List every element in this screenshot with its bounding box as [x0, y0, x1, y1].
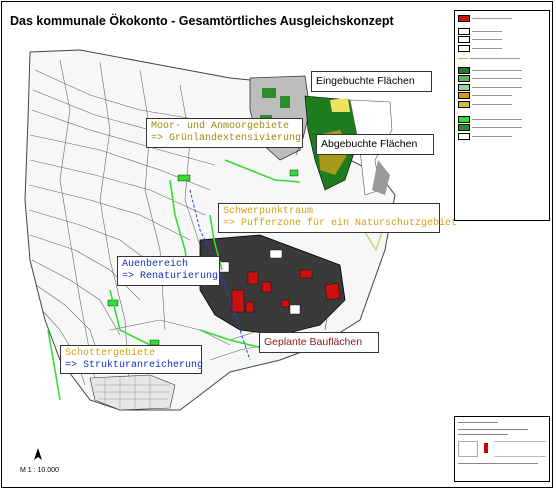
map-title: Das kommunale Ökokonto - Gesamtörtliches Ausgleichskonzept: [10, 14, 394, 28]
legend-row: [458, 75, 546, 82]
callout-bau: [259, 332, 379, 353]
legend-row: [458, 124, 546, 131]
callout-bau-label: Geplante Bauflächen: [264, 336, 363, 348]
callout-abgebuchte-label: Abgebuchte Flächen: [321, 138, 418, 150]
callout-abgebuchte: [316, 134, 434, 155]
legend-row: [458, 36, 546, 43]
callout-schwerpunkt-line2: => Pufferzone für ein Naturschutzgebiet: [223, 218, 458, 229]
map-legend: [454, 10, 550, 221]
callout-schotter: [60, 345, 202, 374]
callout-moor: [146, 118, 303, 148]
callout-schwerpunkt: [218, 203, 458, 233]
legend-row: [458, 67, 546, 74]
callout-schotter-line2: => Strukturanreicherung: [65, 360, 204, 371]
callout-auen: [117, 256, 220, 286]
callout-moor-line1: Moor- und Anmoorgebiete: [151, 121, 290, 132]
legend-row: [458, 15, 546, 22]
legend-row: [458, 28, 546, 35]
legend-row: [458, 133, 546, 140]
callout-auen-line2: => Renaturierung: [122, 271, 219, 282]
callout-moor-line2: => Grünlandextensivierung: [151, 133, 302, 144]
legend-row: [458, 45, 546, 52]
legend-row: [458, 58, 546, 59]
legend-row: [458, 101, 546, 108]
callout-schwerpunkt-line1: Schwerpunktraum: [223, 206, 314, 217]
legend-row: [458, 116, 546, 123]
callout-eingebuchte: [311, 71, 432, 92]
callout-auen-line1: Auenbereich: [122, 259, 189, 270]
callout-eingebuchte-label: Eingebuchte Flächen: [316, 75, 415, 87]
map-scale: M 1 : 10.000: [20, 467, 59, 474]
callout-schotter-line1: Schottergebiete: [65, 348, 156, 359]
info-box: [454, 416, 550, 482]
legend-row: [458, 84, 546, 91]
legend-row: [458, 92, 546, 99]
north-arrow-icon: [33, 448, 43, 462]
